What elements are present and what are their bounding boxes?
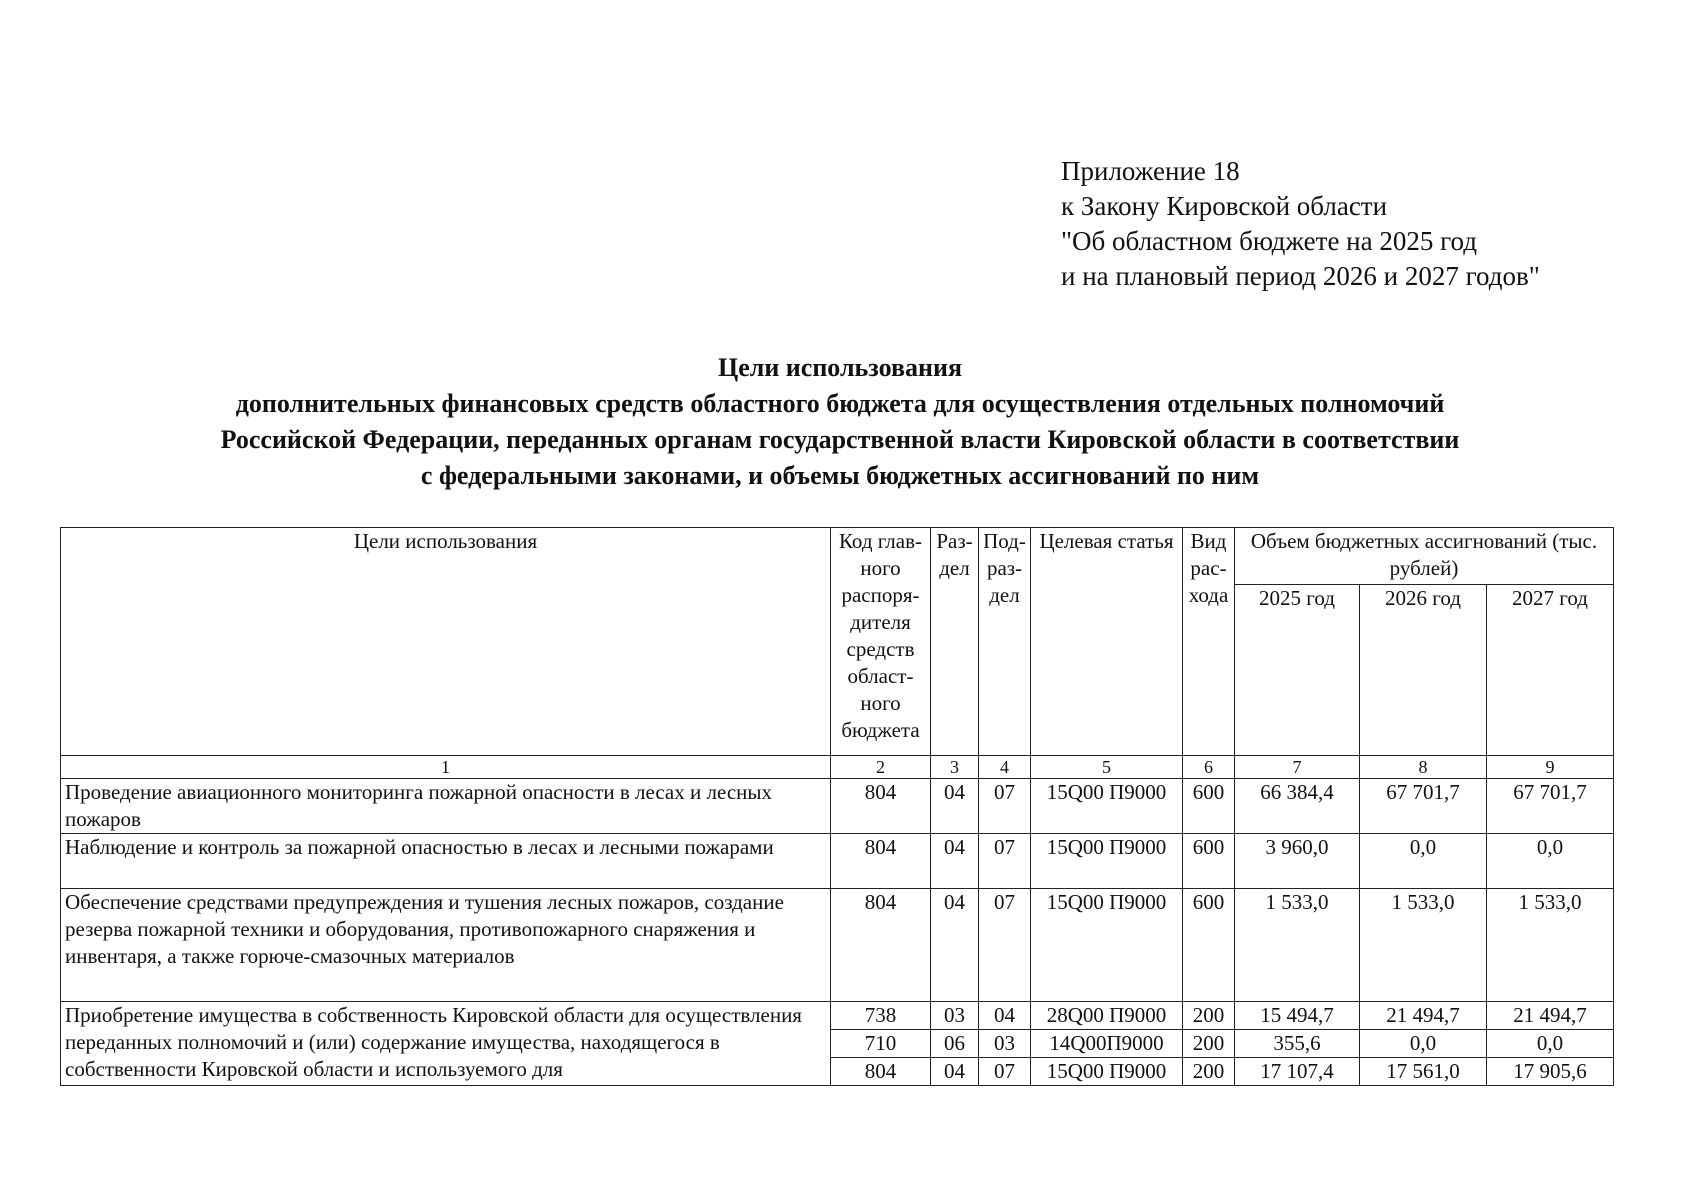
amount-2025-cell: 17 107,4 xyxy=(1235,1058,1360,1086)
column-number: 4 xyxy=(979,756,1031,779)
section-cell: 04 xyxy=(931,889,979,1002)
budget-table xyxy=(60,527,1614,1086)
article-cell: 28Q00 П9000 xyxy=(1031,1002,1183,1030)
column-number: 8 xyxy=(1360,756,1487,779)
goal-cell: Проведение авиационного мониторинга пожарной опасности в лесах и лесных пожаров xyxy=(61,779,831,834)
subsection-cell: 07 xyxy=(979,779,1031,834)
amount-2026-cell: 67 701,7 xyxy=(1360,779,1487,834)
amount-2025-cell: 66 384,4 xyxy=(1235,779,1360,834)
article-cell: 14Q00П9000 xyxy=(1031,1030,1183,1058)
amount-2027-cell: 67 701,7 xyxy=(1487,779,1614,834)
amount-2027-cell: 21 494,7 xyxy=(1487,1002,1614,1030)
header-year-2027: 2027 год xyxy=(1487,585,1614,756)
amount-2027-cell: 0,0 xyxy=(1487,1030,1614,1058)
column-number: 2 xyxy=(831,756,931,779)
appendix-line: и на плановый период 2026 и 2027 годов" xyxy=(1061,261,1540,291)
subsection-cell: 07 xyxy=(979,889,1031,1002)
column-number: 1 xyxy=(61,756,831,779)
appendix-line: к Закону Кировской области xyxy=(1061,191,1388,221)
section-cell: 04 xyxy=(931,779,979,834)
goal-cell: Обеспечение средствами предупреждения и тушения лесных пожаров, создание резерва пожарной техники и оборудования, противопожарного снаряжения и инвентаря, а также горюче-смазочных материалов xyxy=(61,889,831,1002)
column-number: 3 xyxy=(931,756,979,779)
section-cell: 04 xyxy=(931,1058,979,1086)
goal-cell: Наблюдение и контроль за пожарной опасностью в лесах и лесными пожарами xyxy=(61,834,831,889)
amount-2027-cell: 17 905,6 xyxy=(1487,1058,1614,1086)
title-line: Цели использования xyxy=(717,353,963,382)
amount-2027-cell: 1 533,0 xyxy=(1487,889,1614,1002)
subsection-cell: 07 xyxy=(979,834,1031,889)
appendix-line: "Об областном бюджете на 2025 год xyxy=(1061,226,1477,256)
code-cell: 804 xyxy=(831,834,931,889)
code-cell: 738 xyxy=(831,1002,931,1030)
article-cell: 15Q00 П9000 xyxy=(1031,834,1183,889)
subsection-cell: 04 xyxy=(979,1002,1031,1030)
goal-cell: Приобретение имущества в собственность Кировской области для осуществления переданных полномочий и (или) содержание имущества, находящегося в собственности Кировской области и используемого для xyxy=(61,1002,831,1086)
subsection-cell: 07 xyxy=(979,1058,1031,1086)
section-cell: 04 xyxy=(931,834,979,889)
article-cell: 15Q00 П9000 xyxy=(1031,889,1183,1002)
column-number: 5 xyxy=(1031,756,1183,779)
amount-2025-cell: 15 494,7 xyxy=(1235,1002,1360,1030)
title-line: с федеральными законами, и объемы бюджетных ассигнований по ним xyxy=(420,461,1260,490)
table-row xyxy=(61,834,1614,889)
article-cell: 15Q00 П9000 xyxy=(1031,779,1183,834)
subsection-cell: 03 xyxy=(979,1030,1031,1058)
code-cell: 804 xyxy=(831,1058,931,1086)
type-cell: 600 xyxy=(1183,889,1235,1002)
column-number: 6 xyxy=(1183,756,1235,779)
header-year-2026: 2026 год xyxy=(1360,585,1487,756)
amount-2026-cell: 1 533,0 xyxy=(1360,889,1487,1002)
type-cell: 600 xyxy=(1183,834,1235,889)
amount-2026-cell: 0,0 xyxy=(1360,1030,1487,1058)
column-number: 7 xyxy=(1235,756,1360,779)
header-section: Раз- дел xyxy=(931,528,979,756)
table-row xyxy=(61,779,1614,834)
amount-2025-cell: 3 960,0 xyxy=(1235,834,1360,889)
amount-2026-cell: 17 561,0 xyxy=(1360,1058,1487,1086)
type-cell: 600 xyxy=(1183,779,1235,834)
header-year-2025: 2025 год xyxy=(1235,585,1360,756)
title-line: дополнительных финансовых средств областного бюджета для осуществления отдельных полномочий xyxy=(235,389,1445,418)
header-row xyxy=(61,528,1614,585)
type-cell: 200 xyxy=(1183,1058,1235,1086)
code-cell: 804 xyxy=(831,889,931,1002)
header-subsection: Под- раз- дел xyxy=(979,528,1031,756)
header-article: Целевая статья xyxy=(1031,528,1183,756)
header-volume: Объем бюджетных ассигнований (тыс. рублей) xyxy=(1235,528,1614,585)
type-cell: 200 xyxy=(1183,1030,1235,1058)
header-type: Вид рас- хода xyxy=(1183,528,1235,756)
appendix-header xyxy=(1061,154,1540,294)
code-cell: 804 xyxy=(831,779,931,834)
amount-2025-cell: 355,6 xyxy=(1235,1030,1360,1058)
section-cell: 03 xyxy=(931,1002,979,1030)
amount-2027-cell: 0,0 xyxy=(1487,834,1614,889)
amount-2026-cell: 0,0 xyxy=(1360,834,1487,889)
code-cell: 710 xyxy=(831,1030,931,1058)
document-title xyxy=(60,350,1620,494)
header-goal: Цели использования xyxy=(61,528,831,756)
header-code: Код глав- ного распоря- дителя средств област- ного бюджета xyxy=(831,528,931,756)
title-line: Российской Федерации, переданных органам государственной власти Кировской области в соответствии xyxy=(220,425,1460,454)
column-number-row xyxy=(61,756,1614,779)
amount-2025-cell: 1 533,0 xyxy=(1235,889,1360,1002)
amount-2026-cell: 21 494,7 xyxy=(1360,1002,1487,1030)
appendix-line: Приложение 18 xyxy=(1061,156,1240,186)
section-cell: 06 xyxy=(931,1030,979,1058)
type-cell: 200 xyxy=(1183,1002,1235,1030)
article-cell: 15Q00 П9000 xyxy=(1031,1058,1183,1086)
column-number: 9 xyxy=(1487,756,1614,779)
table-row xyxy=(61,889,1614,1002)
table-row xyxy=(61,1002,1614,1030)
